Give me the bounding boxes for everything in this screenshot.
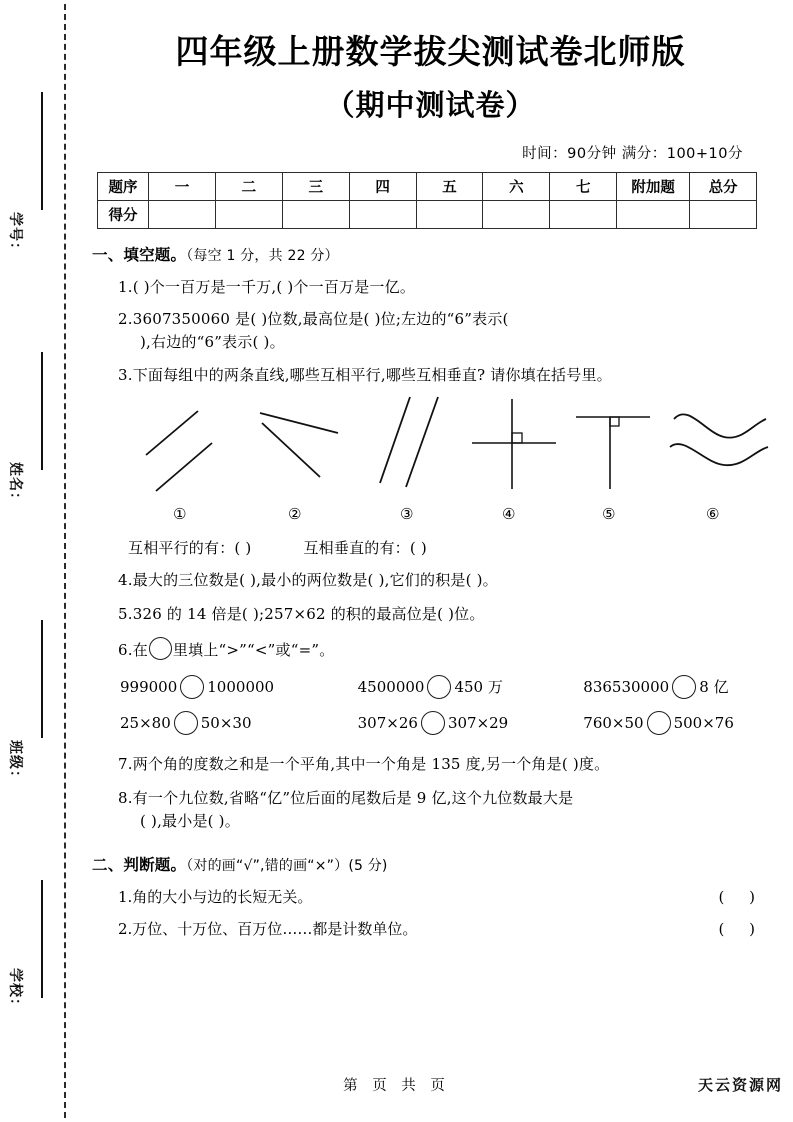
comparison-item-2	[358, 675, 584, 699]
circle-blank-inline[interactable]	[149, 637, 172, 660]
compare-circle-1[interactable]	[180, 675, 204, 699]
page-subtitle: （期中测试卷）	[325, 87, 536, 122]
section-1-title: 一、填空题。	[92, 245, 187, 264]
question-1-4: 4.最大的三位数是( ),最小的两位数是( ),它们的积是( )。	[118, 570, 498, 589]
compare-left-4: 25×80	[120, 713, 171, 732]
question-1-6-lead-a: 6.在	[118, 641, 148, 660]
compare-left-2: 4500000	[357, 677, 425, 696]
sidebar-divider-2	[41, 352, 43, 470]
score-cell-1[interactable]	[149, 200, 216, 228]
page-number-text: 第 页 共 页	[343, 1078, 450, 1094]
figure-label-2: ②	[288, 504, 302, 523]
section-2-title: 二、判断题。	[92, 856, 187, 875]
figure-5-perpendicular-tee	[570, 395, 680, 503]
compare-right-3: 8 亿	[699, 678, 729, 697]
compare-right-2: 450 万	[454, 678, 503, 697]
question-1-3-answers	[128, 537, 783, 558]
section-1-note: （每空 1 分，共 22 分）	[186, 247, 339, 264]
score-table-col-2: 二	[215, 172, 282, 200]
compare-right-5: 307×29	[447, 713, 509, 732]
sidebar-label-class: 班级：	[7, 740, 23, 785]
question-1-1: 1.( )个一百万是一千万,( )个一百万是一亿。	[118, 277, 416, 296]
binding-sidebar	[0, 0, 70, 1122]
score-cell-total[interactable]	[690, 200, 757, 228]
figure-label-4: ④	[502, 504, 516, 523]
figure-label-3: ③	[400, 504, 414, 523]
compare-left-5: 307×26	[357, 713, 418, 732]
section-2-note: （对的画“√”,错的画“×”）(5 分)	[186, 858, 388, 875]
compare-circle-2[interactable]	[427, 675, 451, 699]
sidebar-divider-1	[41, 92, 43, 210]
compare-circle-3[interactable]	[672, 675, 696, 699]
compare-left-1: 999000	[120, 677, 178, 696]
score-cell-3[interactable]	[282, 200, 349, 228]
sidebar-label-name: 姓名：	[7, 462, 23, 507]
answer-parallel[interactable]: 互相平行的有：( )	[128, 538, 252, 557]
table-row-score	[98, 200, 757, 228]
question-2-1	[118, 886, 783, 907]
score-cell-2[interactable]	[215, 200, 282, 228]
compare-left-3: 836530000	[583, 677, 670, 696]
comparison-item-1	[120, 675, 358, 699]
score-table-col-5: 五	[416, 172, 483, 200]
compare-left-6: 760×50	[583, 713, 644, 732]
question-2-1-answer[interactable]: ( )	[718, 888, 765, 907]
score-cell-7[interactable]	[550, 200, 617, 228]
line-figures-group	[78, 395, 783, 505]
score-table-row-label-1: 得分	[98, 200, 149, 228]
question-1-2-line-a: 2.3607350060 是( )位数,最高位是( )位;左边的“6”表示(	[118, 310, 509, 329]
question-1-8	[118, 787, 783, 834]
section-1-heading	[92, 243, 783, 265]
table-row-header	[98, 172, 757, 200]
question-1-6-lead-b: 里填上“>”“<”或“=”。	[172, 641, 335, 660]
answer-perpendicular[interactable]: 互相垂直的有：( )	[303, 538, 427, 557]
page-footer	[0, 1074, 793, 1098]
question-1-6	[118, 637, 783, 662]
figure-label-1: ①	[173, 504, 187, 523]
score-table-col-total: 总分	[690, 172, 757, 200]
question-2-2-answer[interactable]: ( )	[718, 920, 765, 939]
binding-dashed-line	[64, 4, 66, 1118]
comparison-item-5	[358, 711, 584, 735]
score-cell-4[interactable]	[349, 200, 416, 228]
comparison-item-3	[583, 675, 783, 699]
score-table-row-label-0: 题序	[98, 172, 149, 200]
compare-circle-6[interactable]	[647, 711, 671, 735]
figure-4-perpendicular-cross	[470, 395, 580, 503]
compare-right-6: 500×76	[673, 713, 734, 732]
score-table-col-6: 六	[483, 172, 550, 200]
figure-label-5: ⑤	[602, 504, 616, 523]
watermark-label: 天云资源网	[697, 1076, 783, 1094]
sidebar-divider-4	[41, 880, 43, 998]
figure-6-wavy-curves	[666, 395, 793, 503]
question-1-2-line-b: ),右边的“6”表示( )。	[140, 333, 285, 352]
question-1-8-line-b: ( ),最小是( )。	[140, 812, 240, 831]
comparison-item-4	[120, 711, 358, 735]
question-1-7: 7.两个角的度数之和是一个平角,其中一个角是 135 度,另一个角是( )度。	[118, 754, 610, 773]
exam-meta: 时间：90分钟 满分：100+10分	[522, 145, 743, 162]
figure-1-parallel-lines	[126, 395, 246, 503]
score-table	[97, 172, 757, 229]
score-table-col-7: 七	[550, 172, 617, 200]
section-2-heading	[92, 853, 783, 875]
sidebar-label-school: 学校：	[7, 968, 23, 1013]
compare-circle-5[interactable]	[421, 711, 445, 735]
comparison-row-2	[120, 711, 783, 735]
score-cell-bonus[interactable]	[617, 200, 690, 228]
question-1-2	[118, 308, 783, 355]
score-cell-6[interactable]	[483, 200, 550, 228]
sidebar-label-student-id: 学号：	[7, 212, 23, 257]
question-2-2	[118, 918, 783, 939]
comparison-item-6	[583, 711, 783, 735]
score-table-col-3: 三	[282, 172, 349, 200]
compare-circle-4[interactable]	[174, 711, 198, 735]
figure-labels-row	[78, 505, 783, 527]
page-title: 四年级上册数学拔尖测试卷北师版	[175, 32, 686, 71]
score-table-col-1: 一	[149, 172, 216, 200]
sidebar-divider-3	[41, 620, 43, 738]
question-1-8-line-a: 8.有一个九位数,省略“亿”位后面的尾数后是 9 亿,这个九位数最大是	[118, 788, 574, 807]
question-1-5: 5.326 的 14 倍是( );257×62 的积的最高位是( )位。	[118, 605, 485, 624]
figure-label-6: ⑥	[706, 504, 720, 523]
comparison-grid	[120, 675, 783, 735]
score-table-col-bonus: 附加题	[617, 172, 690, 200]
figure-2-intersecting-lines	[246, 395, 366, 503]
exam-sheet	[78, 0, 783, 1122]
figure-3-parallel-steep-lines	[366, 395, 476, 503]
score-cell-5[interactable]	[416, 200, 483, 228]
comparison-row-1	[120, 675, 783, 699]
question-1-3: 3.下面每组中的两条直线,哪些互相平行,哪些互相垂直? 请你填在括号里。	[118, 365, 612, 384]
question-2-1-text: 1.角的大小与边的长短无关。	[118, 888, 313, 907]
compare-right-1: 1000000	[207, 677, 275, 696]
question-2-2-text: 2.万位、十万位、百万位……都是计数单位。	[118, 920, 418, 939]
compare-right-4: 50×30	[200, 713, 252, 732]
score-table-col-4: 四	[349, 172, 416, 200]
